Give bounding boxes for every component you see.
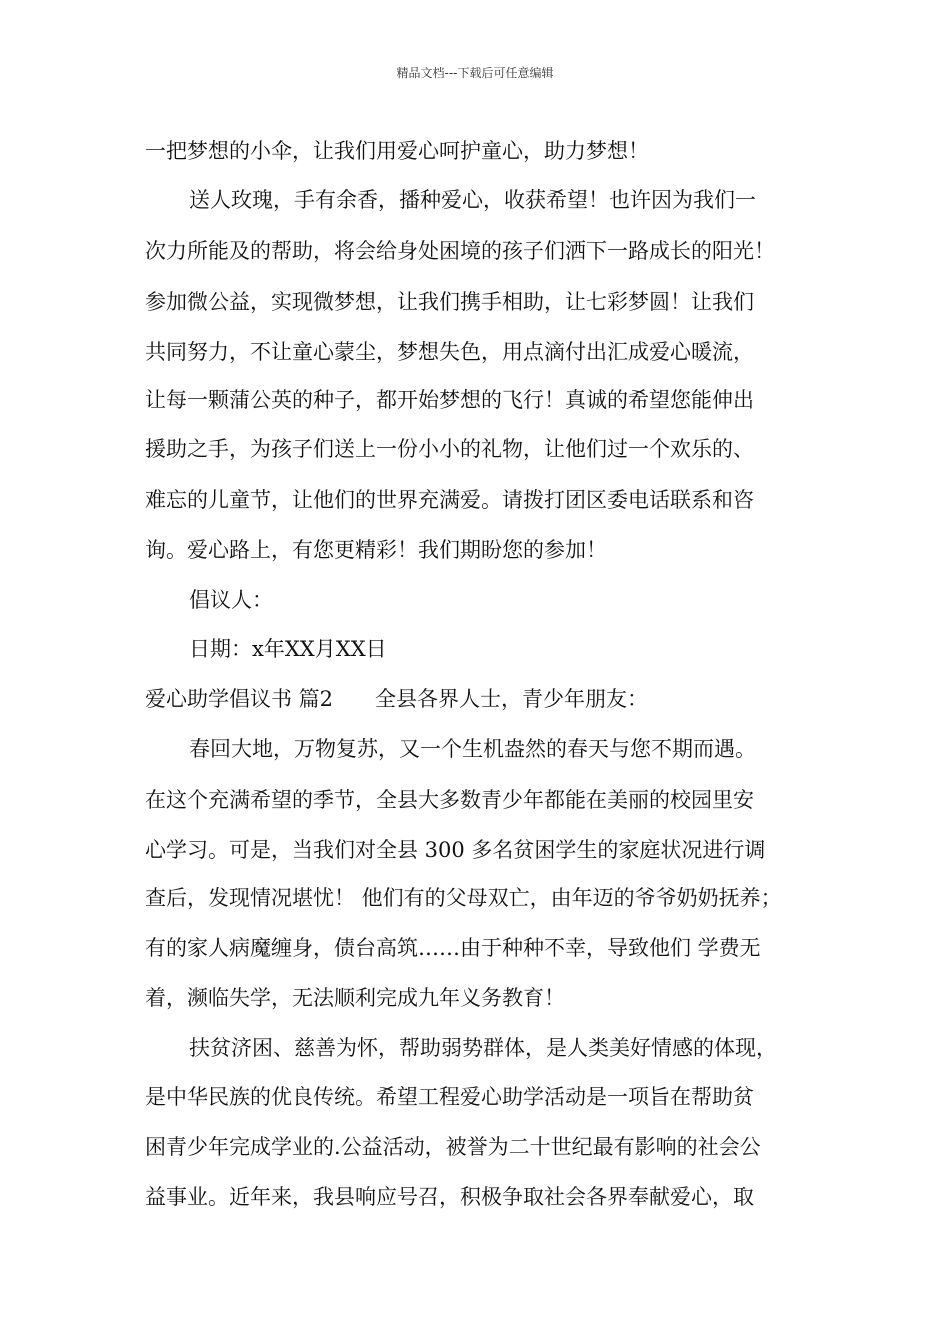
text-line: 查后，发现情况堪忧！ 他们有的父母双亡，由年迈的爷爷奶奶抚养； [145, 886, 782, 910]
page-header: 精品文档---下载后可任意编辑 [396, 66, 554, 80]
text-line: 援助之手，为孩子们送上一份小小的礼物，让他们过一个欢乐的、 [145, 437, 754, 461]
section-title: 爱心助学倡议书 篇2 [145, 687, 334, 711]
text-line: 是中华民族的优良传统。希望工程爱心助学活动是一项旨在帮助贫 [145, 1085, 754, 1109]
text-line: 着，濒临失学，无法顺利完成九年义务教育！ [145, 986, 565, 1010]
signature-line: 倡议人： [189, 588, 273, 612]
text-line: 心学习。可是，当我们对全县 300 多名贫困学生的家庭状况进行调 [145, 838, 766, 862]
text-line: 共同努力，不让童心蒙尘，梦想失色，用点滴付出汇成爱心暖流， [145, 340, 754, 364]
text-line: 参加微公益，实现微梦想，让我们携手相助，让七彩梦圆！让我们 [145, 290, 754, 314]
text-line: 让每一颗蒲公英的种子，都开始梦想的飞行！真诚的希望您能伸出 [145, 388, 754, 412]
date-line: 日期：x年XX月XX日 [189, 637, 387, 661]
text-line: 次力所能及的帮助，将会给身处困境的孩子们洒下一路成长的阳光！ [145, 239, 775, 263]
text-line: 在这个充满希望的季节，全县大多数青少年都能在美丽的校园里安 [145, 788, 754, 812]
salutation: 全县各界人士，青少年朋友： [375, 687, 649, 711]
text-line: 春回大地，万物复苏，又一个生机盎然的春天与您不期而遇。 [189, 737, 756, 761]
text-line: 询。爱心路上，有您更精彩！我们期盼您的参加！ [145, 538, 607, 562]
text-line: 难忘的儿童节，让他们的世界充满爱。请拨打团区委电话联系和咨 [145, 488, 754, 512]
text-line: 一把梦想的小伞，让我们用爱心呵护童心，助力梦想！ [145, 139, 649, 163]
text-line: 有的家人病魔缠身，债台高筑……由于种种不幸，导致他们 学费无 [145, 936, 761, 960]
text-line: 困青少年完成学业的.公益活动，被誉为二十世纪最有影响的社会公 [145, 1135, 761, 1159]
text-line: 送人玫瑰，手有余香，播种爱心，收获希望！也许因为我们一 [189, 188, 756, 212]
text-line: 益事业。近年来，我县响应号召，积极争取社会各界奉献爱心，取 [145, 1185, 754, 1209]
text-line: 扶贫济困、慈善为怀，帮助弱势群体，是人类美好情感的体现， [189, 1036, 777, 1060]
section-heading-line [145, 684, 648, 714]
